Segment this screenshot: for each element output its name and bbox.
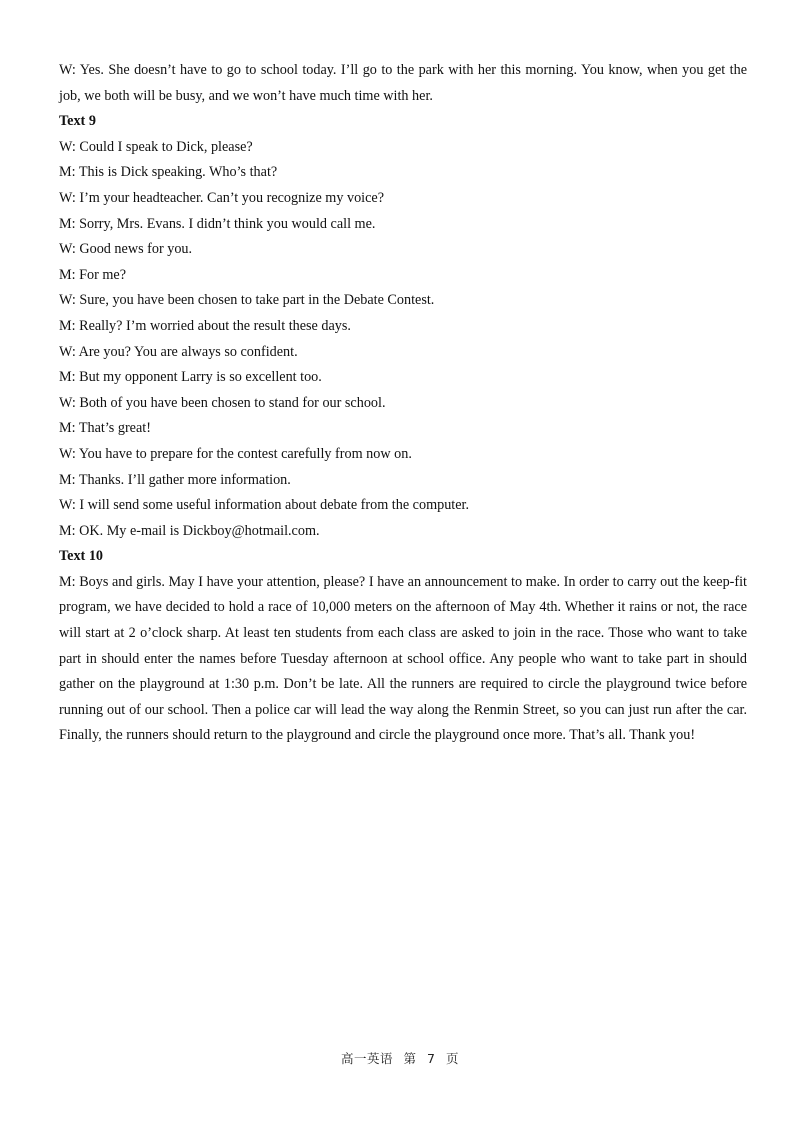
dialogue-line: M: But my opponent Larry is so excellent too.	[59, 369, 322, 386]
text9-heading: Text 9	[59, 113, 96, 130]
footer-subject: 高一英语	[341, 1051, 394, 1066]
footer-page-prefix: 第	[403, 1051, 417, 1066]
dialogue-line: W: Could I speak to Dick, please?	[59, 138, 253, 155]
text10-heading: Text 10	[59, 548, 104, 565]
dialogue-line: M: OK. My e-mail is Dickboy@hotmail.com.	[59, 522, 320, 539]
intro-paragraph: W: Yes. She doesn’t have to go to school today. I’ll go to the park with her this morning. You know, when you get the job, we both will be busy, and we won’t have much time with her.	[59, 62, 747, 104]
dialogue-line: W: I will send some useful information about debate from the computer.	[59, 497, 470, 514]
footer-page-suffix: 页	[445, 1051, 459, 1066]
footer-page-number: 7	[427, 1051, 436, 1066]
dialogue-line: W: Good news for you.	[59, 241, 193, 258]
dialogue-line: W: Are you? You are always so confident.	[59, 343, 298, 360]
dialogue-line: M: Thanks. I’ll gather more information.	[59, 471, 291, 488]
dialogue-line: M: That’s great!	[59, 420, 151, 437]
dialogue-line: M: For me?	[59, 266, 126, 283]
dialogue-line: M: Sorry, Mrs. Evans. I didn’t think you would call me.	[59, 215, 376, 232]
dialogue-line: W: You have to prepare for the contest carefully from now on.	[59, 445, 412, 462]
text9-dialogue	[59, 135, 747, 545]
text10-paragraph: M: Boys and girls. May I have your attention, please? I have an announcement to make. In order to carry out the keep-fit program, we have decided to hold a race of 10,000 meters on the afternoon of May 4th. Whether it rains or not, the race will start at 2 o’clock sharp. At least ten students from each class are asked to join in the race. Those who want to take part in should enter the names before Tuesday afternoon at school office. Any people who want to take part in should gather on the playground at 1:30 p.m. Don’t be late. All the runners are required to circle the playground twice before running out of our school. Then a police car will lead the way along the Renmin Street, so you can just run after the car. Finally, the runners should return to the playground and circle the playground once more. That’s all. Thank you!	[59, 573, 747, 744]
page-footer	[0, 1049, 800, 1067]
dialogue-line: W: I’m your headteacher. Can’t you recognize my voice?	[59, 189, 384, 206]
dialogue-line: W: Sure, you have been chosen to take part in the Debate Contest.	[59, 292, 435, 309]
dialogue-line: M: Really? I’m worried about the result these days.	[59, 317, 351, 334]
dialogue-line: W: Both of you have been chosen to stand for our school.	[59, 394, 386, 411]
dialogue-line: M: This is Dick speaking. Who’s that?	[59, 164, 278, 181]
document-page	[59, 58, 747, 749]
